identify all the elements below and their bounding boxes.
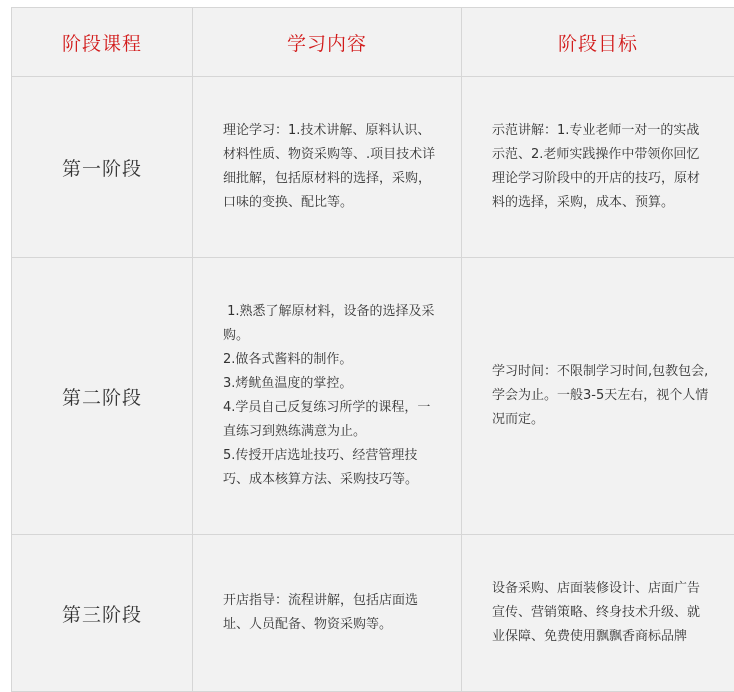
header-stage-course: 阶段课程 xyxy=(12,8,193,77)
stage-name-cell: 第一阶段 xyxy=(12,77,193,258)
table-row xyxy=(12,258,734,535)
stage-name-cell: 第三阶段 xyxy=(12,535,193,692)
learning-content-cell: 开店指导：流程讲解，包括店面选址、人员配备、物资采购等。 xyxy=(193,535,462,692)
header-learning-content: 学习内容 xyxy=(193,8,462,77)
table-row xyxy=(12,77,734,258)
table-header-row xyxy=(12,8,734,77)
stage-goal-cell: 示范讲解：1.专业老师一对一的实战示范、2.老师实践操作中带领你回忆理论学习阶段中的开店的技巧，原材料的选择，采购，成本、预算。 xyxy=(462,77,734,258)
stage-name-cell: 第二阶段 xyxy=(12,258,193,535)
stage-goal-cell: 学习时间：不限制学习时间,包教包会,学会为止。一般3-5天左右，视个人情况而定。 xyxy=(462,258,734,535)
header-stage-goal: 阶段目标 xyxy=(462,8,734,77)
stage-goal-cell: 设备采购、店面装修设计、店面广告宣传、营销策略、终身技术升级、就业保障、免费使用飘飘香商标品牌 xyxy=(462,535,734,692)
learning-content-cell: 1.熟悉了解原材料，设备的选择及采购。 2.做各式酱料的制作。 3.烤鱿鱼温度的掌控。 4.学员自己反复练习所学的课程，一直练习到熟练满意为止。 5.传授开店选址技巧、经营管理技巧、成本核算方法、采购技巧等。 xyxy=(193,258,462,535)
course-stage-table xyxy=(11,7,734,692)
table-row xyxy=(12,535,734,692)
learning-content-cell: 理论学习：1.技术讲解、原料认识、材料性质、物资采购等、.项目技术详细批解，包括原材料的选择，采购，口味的变换、配比等。 xyxy=(193,77,462,258)
